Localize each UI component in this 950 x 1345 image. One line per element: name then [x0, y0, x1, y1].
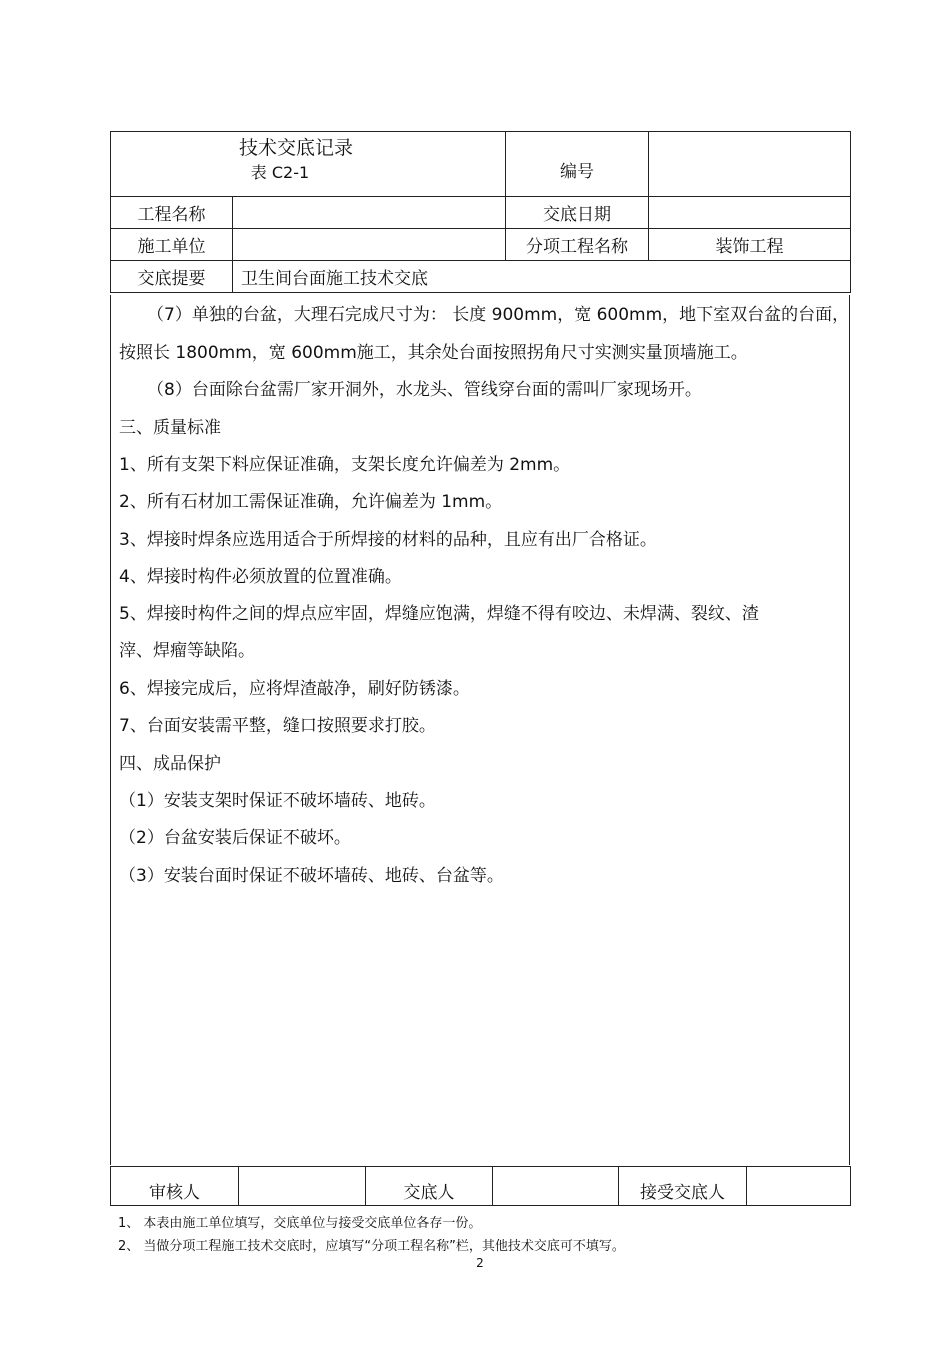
content-line: 1、所有支架下料应保证准确，支架长度允许偏差为 2mm。 [119, 455, 571, 475]
content-line: 滓、焊瘤等缺陷。 [119, 641, 255, 661]
discloser-value [493, 1167, 619, 1206]
page-number: 2 [476, 1256, 484, 1270]
subproject-label: 分项工程名称 [506, 229, 649, 261]
section-heading: 三、质量标准 [119, 418, 221, 438]
content-line: 5、焊接时构件之间的焊点应牢固，焊缝应饱满，焊缝不得有咬边、未焊满、裂纹、渣 [119, 604, 759, 624]
reviewer-value [239, 1167, 366, 1206]
content-line: （8）台面除台盆需厂家开洞外，水龙头、管线穿台面的需叫厂家现场开。 [147, 380, 702, 400]
number-value [649, 132, 851, 197]
signature-table [110, 1166, 851, 1206]
content-line: 2、所有石材加工需保证准确，允许偏差为 1mm。 [119, 492, 503, 512]
receiver-label: 接受交底人 [619, 1167, 747, 1206]
section-heading: 四、成品保护 [119, 754, 221, 774]
number-label: 编号 [506, 132, 649, 197]
contractor-value [233, 229, 506, 261]
content-line: 4、焊接时构件必须放置的位置准确。 [119, 567, 402, 587]
date-value [649, 197, 851, 229]
summary-label: 交底提要 [111, 261, 233, 293]
content-line: 按照长 1800mm，宽 600mm施工，其余处台面按照拐角尺寸实测实量顶墙施工。 [119, 343, 748, 363]
date-label: 交底日期 [506, 197, 649, 229]
footnote: 1、 本表由施工单位填写，交底单位与接受交底单位各存一份。 [118, 1216, 482, 1231]
content-line: 6、焊接完成后，应将焊渣敲净，刷好防锈漆。 [119, 679, 470, 699]
contractor-label: 施工单位 [111, 229, 233, 261]
form-title: 技术交底记录 [239, 137, 354, 159]
content-area [110, 295, 850, 1165]
subproject-value: 装饰工程 [649, 229, 851, 261]
content-line: （1）安装支架时保证不破坏墙砖、地砖。 [119, 791, 436, 811]
header-table [110, 131, 851, 293]
title-cell [111, 132, 506, 197]
receiver-value [747, 1167, 851, 1206]
project-name-label: 工程名称 [111, 197, 233, 229]
content-line: （7）单独的台盆，大理石完成尺寸为： 长度 900mm，宽 600mm，地下室双台盆的台面， [147, 305, 850, 325]
content-line: （2）台盆安装后保证不破坏。 [119, 828, 351, 848]
reviewer-label: 审核人 [111, 1167, 239, 1206]
form-code: 表 C2-1 [250, 163, 310, 182]
discloser-label: 交底人 [366, 1167, 493, 1206]
content-line: 3、焊接时焊条应选用适合于所焊接的材料的品种，且应有出厂合格证。 [119, 530, 657, 550]
footnote: 2、 当做分项工程施工技术交底时，应填写“分项工程名称”栏，其他技术交底可不填写。 [118, 1239, 625, 1254]
summary-value: 卫生间台面施工技术交底 [233, 261, 851, 293]
project-name-value [233, 197, 506, 229]
content-line: （3）安装台面时保证不破坏墙砖、地砖、台盆等。 [119, 866, 504, 886]
content-line: 7、台面安装需平整，缝口按照要求打胶。 [119, 716, 436, 736]
